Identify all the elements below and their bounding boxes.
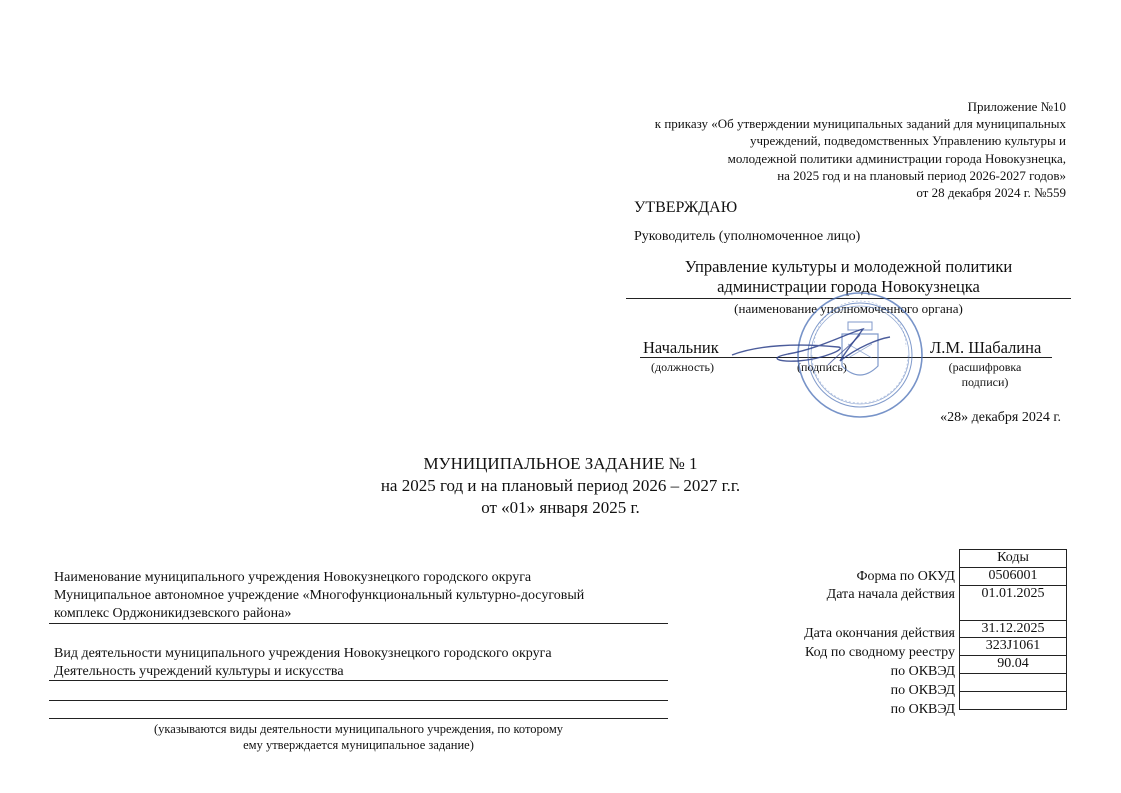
codes-row-label: Форма по ОКУД — [856, 569, 955, 584]
activity-footnote — [49, 722, 668, 753]
authority-name — [626, 257, 1071, 297]
authority-name-line: Управление культуры и молодежной политики — [684, 257, 1013, 276]
institution-name-line: Муниципальное автономное учреждение «Многофункциональный культурно-досуговый — [54, 588, 585, 603]
institution-name-line: комплекс Орджоникидзевского района» — [54, 606, 292, 621]
document-title: МУНИЦИПАЛЬНОЕ ЗАДАНИЕ № 1 — [423, 454, 698, 473]
codes-row-label: Дата начала действия — [826, 587, 955, 602]
appendix-line: учреждений, подведомственных Управлению культуры и — [750, 133, 1066, 149]
codes-cell — [960, 673, 1067, 691]
codes-cell: 01.01.2025 — [960, 585, 1067, 620]
codes-cell: 90.04 — [960, 656, 1067, 674]
appendix-line: молодежной политики администрации города Новокузнецка, — [727, 150, 1066, 166]
signer-name: Л.М. Шабалина — [930, 338, 1042, 357]
appendix-line: Приложение №10 — [967, 99, 1066, 114]
footnote-line: ему утверждается муниципальное задание) — [243, 737, 474, 752]
signature-caption: (подпись) — [797, 360, 847, 374]
institution-label: Наименование муниципального учреждения Новокузнецкого городского округа — [54, 570, 532, 585]
activity-value: Деятельность учреждений культуры и искусства — [54, 664, 344, 679]
position: Начальник — [643, 338, 719, 357]
appendix-header — [546, 98, 1066, 201]
codes-row-label: Дата окончания действия — [804, 626, 955, 641]
codes-row-label: по ОКВЭД — [890, 702, 955, 717]
codes-cell: 323J1061 — [960, 638, 1067, 656]
codes-cell: 0506001 — [960, 567, 1067, 585]
codes-row-label: по ОКВЭД — [890, 664, 955, 679]
institution-underline — [49, 623, 668, 624]
activity-label: Вид деятельности муниципального учреждения Новокузнецкого городского округа — [54, 646, 552, 661]
codes-cell — [960, 691, 1067, 709]
codes-table — [959, 549, 1067, 710]
authority-caption: (наименование уполномоченного органа) — [734, 301, 963, 316]
name-caption — [935, 360, 1035, 390]
appendix-line: на 2025 год и на плановый период 2026-2027 годов» — [777, 167, 1066, 183]
activity-underline-blank — [49, 718, 668, 719]
document-period: на 2025 год и на плановый период 2026 – 2027 г.г. — [380, 476, 741, 495]
codes-cell: 31.12.2025 — [960, 620, 1067, 638]
handwritten-signature — [728, 325, 898, 375]
codes-header: Коды — [960, 550, 1067, 568]
approval-date: «28» декабря 2024 г. — [940, 410, 1061, 425]
activity-underline — [49, 680, 668, 681]
approve-heading: УТВЕРЖДАЮ — [634, 199, 738, 216]
appendix-line: к приказу «Об утверждении муниципальных заданий для муниципальных — [654, 116, 1066, 132]
position-caption: (должность) — [651, 360, 714, 374]
name-caption-line: подписи) — [961, 375, 1009, 389]
activity-underline-blank — [49, 700, 668, 701]
head-label: Руководитель (уполномоченное лицо) — [634, 229, 861, 244]
codes-row-label: Код по сводному реестру — [805, 645, 955, 660]
codes-row-label: по ОКВЭД — [890, 683, 955, 698]
appendix-line: от 28 декабря 2024 г. №559 — [916, 185, 1066, 201]
authority-name-line: администрации города Новокузнецка — [717, 277, 980, 296]
name-caption-line: (расшифровка — [948, 360, 1022, 374]
footnote-line: (указываются виды деятельности муниципального учреждения, по которому — [154, 722, 563, 736]
document-date: от «01» января 2025 г. — [481, 498, 640, 517]
